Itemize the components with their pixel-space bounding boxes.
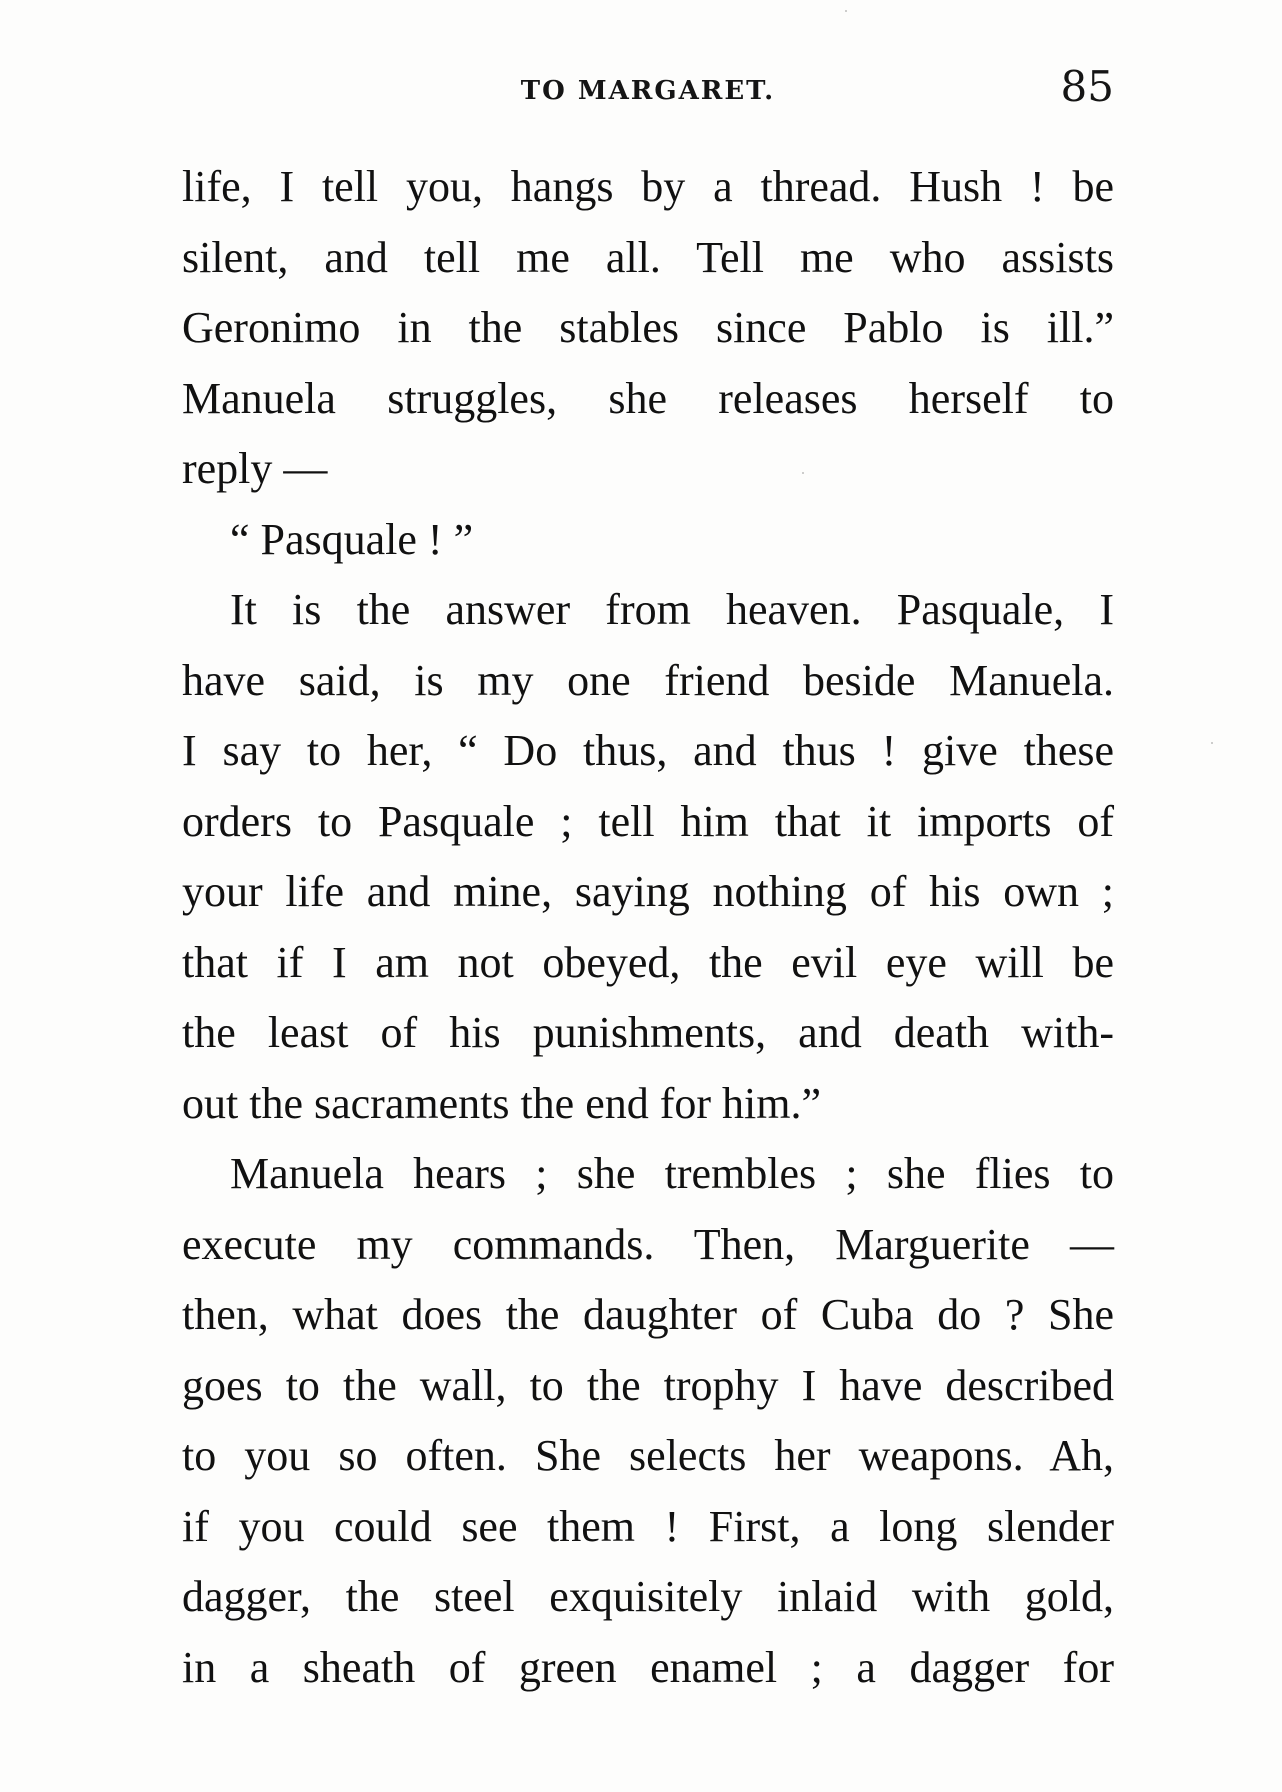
text-line: reply — [182, 444, 328, 493]
text-line: out the sacraments the end for him.” [182, 1078, 822, 1128]
text-line: Manuela struggles, she releases herself to [182, 373, 1114, 423]
paper-speck [802, 472, 804, 474]
text-line: “ Pasquale ! ” [230, 514, 474, 564]
text-line: silent, and tell me all. Tell me who assists [182, 232, 1114, 282]
text-line: to you so often. She selects her weapons. Ah, [182, 1431, 1114, 1480]
page-number: 85 [1060, 62, 1114, 111]
text-line: I say to her, “ Do thus, and thus ! give these [182, 726, 1114, 775]
text-line: dagger, the steel exquisitely inlaid with gold, [182, 1572, 1114, 1621]
running-head [182, 58, 1114, 111]
text-line: that if I am not obeyed, the evil eye will be [182, 937, 1114, 987]
text-line: Manuela hears ; she trembles ; she flies to [230, 1149, 1114, 1198]
text-line: have said, is my one friend beside Manuela. [182, 655, 1114, 705]
text-line: Geronimo in the stables since Pablo is ill.” [182, 303, 1114, 352]
text-line: the least of his punishments, and death with- [182, 1008, 1114, 1057]
text-line: execute my commands. Then, Marguerite — [182, 1219, 1114, 1269]
text-line: goes to the wall, to the trophy I have described [182, 1360, 1114, 1410]
text-line: your life and mine, saying nothing of his own ; [182, 867, 1114, 916]
text-line: life, I tell you, hangs by a thread. Hush ! be [182, 162, 1114, 211]
text-line: orders to Pasquale ; tell him that it imports of [182, 796, 1114, 846]
text-line: in a sheath of green enamel ; a dagger for [182, 1642, 1114, 1692]
body-text [182, 152, 1114, 1703]
text-line: then, what does the daughter of Cuba do ? She [182, 1290, 1114, 1339]
paper-speck [845, 10, 847, 12]
paper-speck [1211, 742, 1213, 744]
running-title: TO MARGARET. [520, 76, 776, 106]
text-line: if you could see them ! First, a long slender [182, 1501, 1114, 1551]
text-line: It is the answer from heaven. Pasquale, I [230, 585, 1114, 634]
